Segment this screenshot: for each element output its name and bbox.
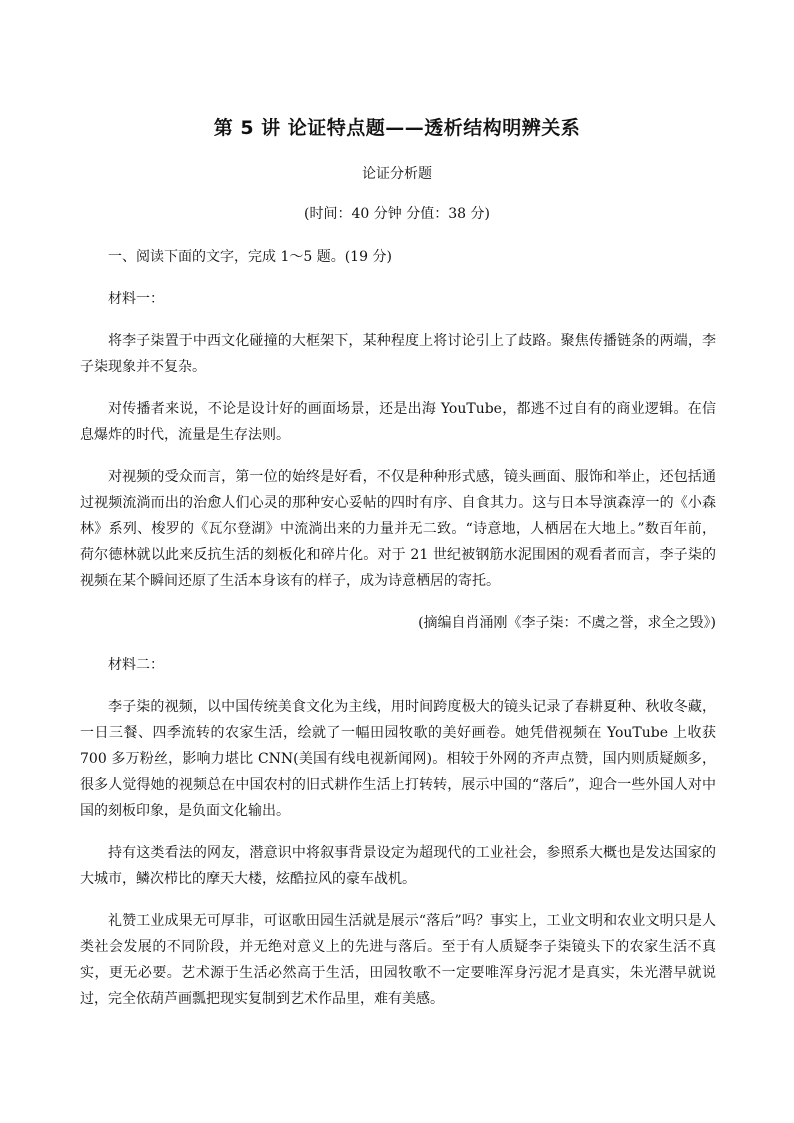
exam-time-info: (时间：40 分钟 分值：38 分)	[304, 206, 490, 222]
material1-paragraph-3: 对视频的受众而言，第一位的始终是好看，不仅是种种形式感，镜头画面、服饰和举止，还包括通过视频流淌而出的治愈人们心灵的那种安心妥帖的四时有序、自食其力。这与日本导演森淳一的《小森林》系列、梭罗的《瓦尔登湖》中流淌出来的力量并无二致。“诗意地，人栖居在大地上。”数百年前，荷尔德林就以此来反抗生活的刻板化和碎片化。对于 21 世纪被钢筋水泥围困的观看者而言，李子柒的视频在某个瞬间还原了生活本身该有的样子，成为诗意栖居的寄托。	[80, 469, 716, 589]
section-heading: 一、阅读下面的文字，完成 1～5 题。(19 分)	[108, 249, 392, 265]
material1-paragraph-1: 将李子柒置于中西文化碰撞的大框架下，某种程度上将讨论引上了歧路。聚焦传播链条的两端，李子柒现象并不复杂。	[80, 333, 716, 375]
material2-label: 材料二：	[108, 657, 164, 673]
material1-label: 材料一：	[108, 291, 164, 307]
document-body	[80, 244, 716, 1028]
material2-paragraph-2: 持有这类看法的网友，潜意识中将叙事背景设定为超现代的工业社会，参照系大概也是发达国家的大城市，鳞次栉比的摩天大楼，炫酷拉风的豪车战机。	[80, 845, 716, 887]
document-subtitle: 论证分析题	[362, 166, 432, 182]
material2-paragraph-1: 李子柒的视频，以中国传统美食文化为主线，用时间跨度极大的镜头记录了春耕夏种、秋收冬藏，一日三餐、四季流转的农家生活，绘就了一幅田园牧歌的美好画卷。她凭借视频在 YouTube 上收获 700 多万粉丝，影响力堪比 CNN(美国有线电视新闻网)。相较于外网的齐声点赞，国内则质疑颇多，很多人觉得她的视频总在中国农村的旧式耕作生活上打转转，展示中国的“落后”，迎合一些外国人对中国的刻板印象，是负面文化输出。	[80, 699, 716, 819]
material1-source: (摘编自肖涌刚《李子柒：不虞之誉，求全之毁》)	[418, 615, 716, 631]
document-title: 第 5 讲 论证特点题——透析结构明辨关系	[213, 117, 581, 139]
material1-paragraph-2: 对传播者来说，不论是设计好的画面场景，还是出海 YouTube，都逃不过自有的商业逻辑。在信息爆炸的时代，流量是生存法则。	[80, 401, 716, 443]
material2-paragraph-3: 礼赞工业成果无可厚非，可讴歌田园生活就是展示“落后”吗？事实上，工业文明和农业文明只是人类社会发展的不同阶段，并无绝对意义上的先进与落后。至于有人质疑李子柒镜头下的农家生活不真实，更无必要。艺术源于生活必然高于生活，田园牧歌不一定要唯浑身污泥才是真实，朱光潜早就说过，完全依葫芦画瓢把现实复制到艺术作品里，难有美感。	[80, 913, 716, 1007]
